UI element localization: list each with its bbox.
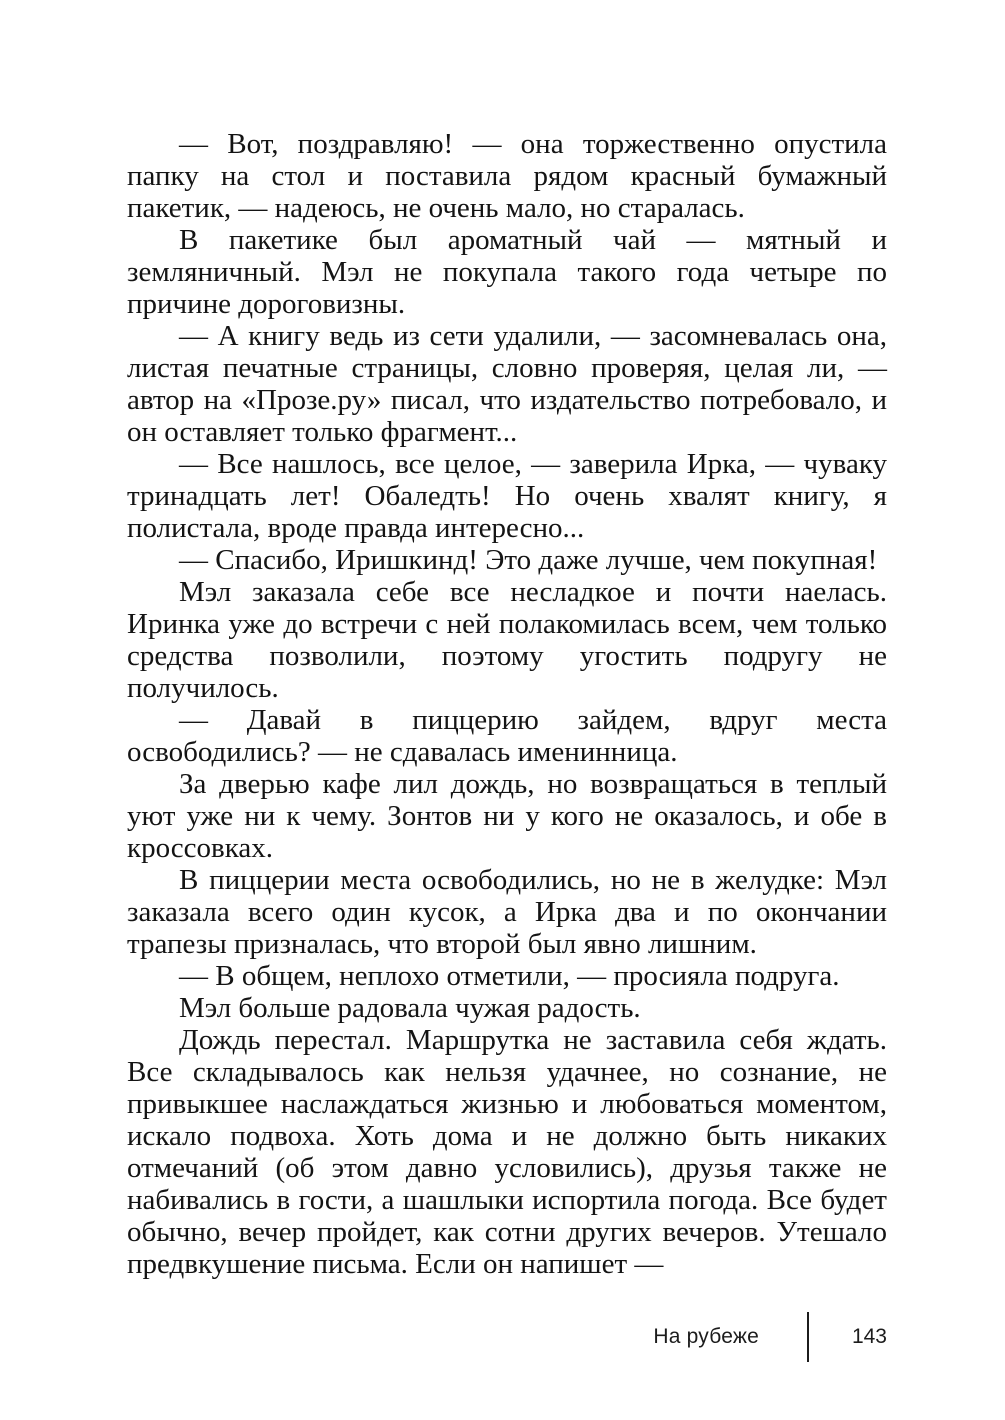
paragraph: — В общем, неплохо отметили, — просияла подруга. <box>179 960 840 992</box>
page-footer <box>653 1312 887 1362</box>
paragraph: Мэл заказала себе все несладкое и почти наелась. Иринка уже до встречи с ней полакомилась всем, чем только средства позволили, поэтому угостить подругу не получилось. <box>127 576 887 704</box>
paragraph: — Давай в пиццерию зайдем, вдруг места освободились? — не сдавалась именинница. <box>127 704 887 768</box>
page-text <box>127 128 887 1280</box>
paragraph: — Вот, поздравляю! — она торжественно опустила папку на стол и поставила рядом красный бумажный пакетик, — надеюсь, не очень мало, но старалась. <box>127 128 887 224</box>
paragraph: Дождь перестал. Маршрутка не заставила себя ждать. Все складывалось как нельзя удачнее, но сознание, не привыкшее наслаждаться жизнью и любоваться моментом, искало подвоха. Хоть дома и не должно быть никаких отмечаний (об этом давно условились), друзья также не набивались в гости, а шашлыки испортила погода. Все будет обычно, вечер пройдет, как сотни других вечеров. Утешало предвкушение письма. Если он напишет — <box>127 1024 887 1280</box>
footer-divider <box>807 1312 809 1362</box>
paragraph: — Спасибо, Иришкинд! Это даже лучше, чем покупная! <box>179 544 878 576</box>
page-number: 143 <box>851 1325 887 1348</box>
paragraph: В пакетике был ароматный чай — мятный и земляничный. Мэл не покупала такого года четыре по причине дороговизны. <box>127 224 887 320</box>
running-title: На рубеже <box>653 1325 759 1348</box>
paragraph: В пиццерии места освободились, но не в желудке: Мэл заказала всего один кусок, а Ирка два и по окончании трапезы призналась, что второй был явно лишним. <box>127 864 887 960</box>
paragraph: — Все нашлось, все целое, — заверила Ирка, — чуваку тринадцать лет! Обаледть! Но очень хвалят книгу, я полистала, вроде правда интересно... <box>127 448 887 544</box>
paragraph: — А книгу ведь из сети удалили, — засомневалась она, листая печатные страницы, словно проверяя, целая ли, — автор на «Прозе.ру» писал, что издательство потребовало, и он оставляет только фрагмент... <box>127 320 887 448</box>
paragraph: За дверью кафе лил дождь, но возвращаться в теплый уют уже ни к чему. Зонтов ни у кого не оказалось, и обе в кроссовках. <box>127 768 887 864</box>
paragraph: Мэл больше радовала чужая радость. <box>179 992 641 1024</box>
